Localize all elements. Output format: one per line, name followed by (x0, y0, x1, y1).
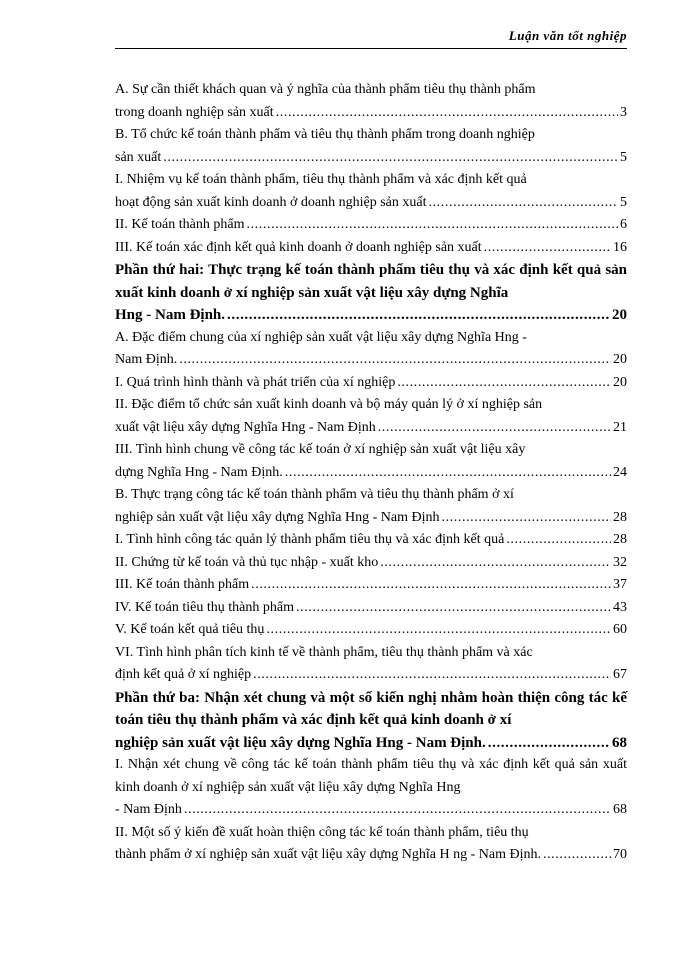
page-number: 20 (613, 352, 627, 367)
page-number: 60 (613, 622, 627, 637)
toc-entry: B. Tổ chức kế toán thành phẩm và tiêu thụ thành phẩm trong doanh nghiệp sản xuất ..... 5 (115, 124, 627, 169)
toc-entry: II. Kế toán thành phẩm ..... 6 (115, 214, 627, 237)
toc-entry: V. Kế toán kết quả tiêu thụ ..... 60 (115, 619, 627, 642)
running-header: Luận văn tốt nghiệp (508, 28, 627, 43)
toc-entry: I. Tình hình công tác quản lý thành phẩm tiêu thụ và xác định kết quả ..... 28 (115, 529, 627, 552)
toc-entry: IV. Kế toán tiêu thụ thành phẩm ..... 43 (115, 597, 627, 620)
toc-entry: VI. Tình hình phân tích kinh tế về thành phẩm, tiêu thụ thành phẩm và xác định kết quả ở xí nghiệp ..... 67 (115, 642, 627, 687)
page-number: 28 (613, 509, 627, 525)
page-number: 21 (613, 419, 627, 435)
toc-part-heading: Phần thứ ba: Nhận xét chung và một số kiến nghị nhằm hoàn thiện công tác kế toán tiêu thụ thành phẩm và xác định kết quả kinh doanh ở xí nghiệp sản xuất vật liệu xây dựng Nghĩa Hng - Nam Định. ..... 68 (115, 687, 627, 755)
page-number: 3 (620, 104, 627, 120)
page-number: 68 (613, 802, 627, 817)
toc-entry: A. Sự cần thiết khách quan và ý nghĩa của thành phẩm tiêu thụ thành phẩm trong doanh nghiệp sản xuất ..... 3 (115, 79, 627, 124)
toc-entry: III. Kế toán thành phẩm ..... 37 (115, 574, 627, 597)
toc-entry: I. Nhiệm vụ kế toán thành phẩm, tiêu thụ thành phẩm và xác định kết quả hoạt động sản xuất kinh doanh ở doanh nghiệp sản xuất ..... 5 (115, 169, 627, 214)
toc-entry: I. Quá trình hình thành và phát triển của xí nghiệp ..... 20 (115, 372, 627, 395)
page-number: 5 (620, 194, 627, 210)
page-number: 37 (613, 577, 627, 592)
page-number: 20 (612, 307, 627, 323)
page-number: 20 (613, 374, 627, 390)
toc-entry: I. Nhận xét chung về công tác kế toán thành phẩm tiêu thụ và xác định kết quả sản xuất kinh doanh ở xí nghiệp sản xuất vật liệu xây dựng Nghĩa Hng - Nam Định ..... 68 (115, 754, 627, 822)
page-number: 67 (613, 667, 627, 682)
page-number: 5 (620, 149, 627, 165)
page-number: 6 (620, 217, 627, 232)
toc-entry: II. Một số ý kiến đề xuất hoàn thiện công tác kế toán thành phẩm, tiêu thụ thành phẩm ở xí nghiệp sản xuất vật liệu xây dựng Nghĩa H ng - Nam Định. ..... 70 (115, 822, 627, 867)
toc-entry: III. Kế toán xác định kết quả kinh doanh ở doanh nghiệp sản xuất ..... 16 (115, 237, 627, 260)
toc-part-heading: Phần thứ hai: Thực trạng kế toán thành phẩm tiêu thụ và xác định kết quả sản xuất kinh doanh ở xí nghiệp sản xuất vật liệu xây dựng Nghĩa Hng - Nam Định. ..... 20 (115, 259, 627, 327)
page-number: 24 (613, 464, 627, 480)
toc-entry: II. Chứng từ kế toán và thủ tục nhập - xuất kho ..... 32 (115, 552, 627, 575)
table-of-contents (115, 79, 627, 867)
toc-entry: B. Thực trạng công tác kế toán thành phẩm và tiêu thụ thành phẩm ở xí nghiệp sản xuất vật liệu xây dựng Nghĩa Hng - Nam Định ..... 28 (115, 484, 627, 529)
page-number: 16 (613, 239, 627, 255)
page-number: 32 (613, 554, 627, 570)
page-number: 70 (613, 847, 627, 862)
page-number: 68 (612, 734, 627, 751)
toc-entry: A. Đặc điểm chung của xí nghiệp sản xuất vật liệu xây dựng Nghĩa Hng - Nam Định. ..... 20 (115, 327, 627, 372)
header-rule (115, 48, 627, 49)
toc-entry: II. Đặc điểm tổ chức sản xuất kinh doanh và bộ máy quản lý ở xí nghiệp sản xuất vật liệu xây dựng Nghĩa Hng - Nam Định ..... 21 (115, 394, 627, 439)
toc-entry: III. Tình hình chung về công tác kế toán ở xí nghiệp sản xuất vật liệu xây dựng Nghĩa Hng - Nam Định. ..... 24 (115, 439, 627, 484)
page-number: 43 (613, 599, 627, 615)
page-number: 28 (613, 532, 627, 547)
